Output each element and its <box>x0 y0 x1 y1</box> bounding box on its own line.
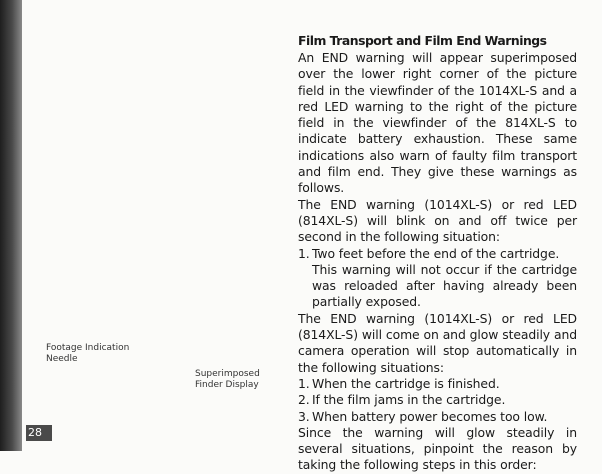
caption-superimposed-finder-display <box>195 369 285 391</box>
caption-line: Needle <box>46 354 78 364</box>
list-item-number: 3. <box>298 408 310 424</box>
list-item-text: If the film jams in the cartridge. <box>312 392 506 408</box>
closing-paragraph: Since the warning will glow steadily in several situations, pinpoint the reason by taking the following steps in this order: <box>298 424 577 473</box>
list-item-number: 2. <box>298 392 310 408</box>
page-number: 28 <box>26 425 52 441</box>
caption-footage-indication-needle <box>46 343 166 365</box>
steady-warning-paragraph: The END warning (1014XL-S) or red LED (814XL-S) will come on and glow steadily and camera operation will stop automatically in the following situations: <box>298 310 577 375</box>
caption-line: Superimposed <box>195 369 260 379</box>
section-heading: Film Transport and Film End Warnings <box>298 33 547 48</box>
binding-spine <box>0 0 22 451</box>
main-text-column <box>298 32 577 474</box>
list-item <box>298 246 577 262</box>
intro-paragraph: An END warning will appear superimposed over the lower right corner of the picture field in the viewfinder of the 1014XL-S and a red LED warning to the right of the picture field in the viewfinder of the 814XL-S to indicate battery exhaustion. These same indications also warn of faulty film transport and film end. They give these warnings as follows. <box>298 50 577 196</box>
list-item-text: When battery power becomes too low. <box>312 408 548 424</box>
list-item-number: 1. <box>298 375 310 391</box>
caption-line: Finder Display <box>195 380 259 390</box>
list-item <box>298 392 577 408</box>
blink-situations-list <box>298 246 577 262</box>
steady-situations-list <box>298 376 577 425</box>
list-item <box>298 376 577 392</box>
blink-warning-paragraph: The END warning (1014XL-S) or red LED (814XL-S) will blink on and off twice per second in the following situation: <box>298 196 577 245</box>
blink-note: This warning will not occur if the cartridge was reloaded after having already been partially exposed. <box>312 261 577 310</box>
list-item <box>298 409 577 425</box>
list-item-text: Two feet before the end of the cartridge. <box>312 245 560 261</box>
list-item-number: 1. <box>298 245 310 261</box>
list-item-text: When the cartridge is finished. <box>312 375 500 391</box>
caption-line: Footage Indication <box>46 343 130 353</box>
